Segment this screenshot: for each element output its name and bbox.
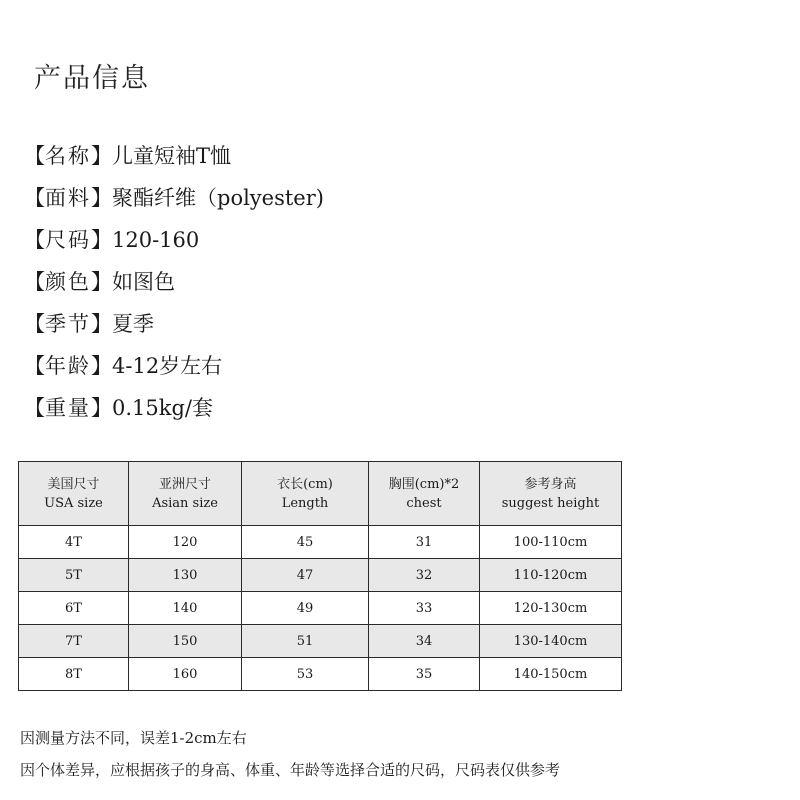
cell-suggest-height: 120-130cm (480, 592, 622, 625)
cell-asian-size: 140 (129, 592, 242, 625)
note-size-reference: 因个体差异，应根据孩子的身高、体重、年龄等选择合适的尺码，尺码表仅供参考 (20, 761, 561, 779)
header-suggest-height (480, 462, 622, 526)
info-row-size (24, 219, 324, 261)
bracket-close: 】 (91, 396, 112, 420)
size-notes (20, 722, 560, 786)
info-key: 季节 (45, 312, 91, 336)
cell-usa-size: 4T (19, 526, 129, 559)
table-row (19, 592, 622, 625)
bracket-close: 】 (91, 312, 112, 336)
cell-length: 51 (242, 625, 369, 658)
info-value: 如图色 (112, 270, 175, 294)
cell-length: 49 (242, 592, 369, 625)
cell-asian-size: 120 (129, 526, 242, 559)
cell-asian-size: 130 (129, 559, 242, 592)
info-key: 重量 (45, 396, 91, 420)
info-value: 聚酯纤维（polyester) (112, 186, 324, 210)
cell-length: 53 (242, 658, 369, 691)
cell-chest: 32 (369, 559, 480, 592)
bracket-close: 】 (91, 270, 112, 294)
header-asian-size (129, 462, 242, 526)
bracket-open: 【 (24, 144, 45, 168)
cell-usa-size: 8T (19, 658, 129, 691)
bracket-open: 【 (24, 270, 45, 294)
cell-length: 47 (242, 559, 369, 592)
cell-chest: 34 (369, 625, 480, 658)
table-row (19, 559, 622, 592)
table-row (19, 658, 622, 691)
bracket-close: 】 (91, 354, 112, 378)
header-line-en: chest (406, 495, 442, 511)
info-row-fabric (24, 177, 324, 219)
cell-chest: 31 (369, 526, 480, 559)
info-key: 年龄 (45, 354, 91, 378)
cell-usa-size: 7T (19, 625, 129, 658)
table-row (19, 526, 622, 559)
header-line-cn: 胸围(cm)*2 (388, 476, 460, 492)
info-key: 面料 (45, 186, 91, 210)
bracket-open: 【 (24, 354, 45, 378)
note-measurement-error: 因测量方法不同，误差1-2cm左右 (20, 729, 247, 747)
bracket-open: 【 (24, 312, 45, 336)
header-line-cn: 美国尺寸 (47, 476, 100, 492)
bracket-open: 【 (24, 228, 45, 252)
page-title: 产品信息 (34, 63, 150, 95)
header-line-cn: 参考身高 (524, 476, 577, 492)
table-header-row (19, 462, 622, 526)
info-key: 颜色 (45, 270, 91, 294)
info-key: 尺码 (45, 228, 91, 252)
cell-length: 45 (242, 526, 369, 559)
header-chest (369, 462, 480, 526)
cell-suggest-height: 100-110cm (480, 526, 622, 559)
info-row-name (24, 135, 324, 177)
cell-asian-size: 160 (129, 658, 242, 691)
size-chart-table (18, 461, 622, 691)
header-usa-size (19, 462, 129, 526)
info-row-weight (24, 387, 324, 429)
cell-usa-size: 6T (19, 592, 129, 625)
info-row-age (24, 345, 324, 387)
info-value: 夏季 (112, 312, 154, 336)
header-line-en: USA size (44, 495, 103, 511)
info-row-season (24, 303, 324, 345)
cell-chest: 33 (369, 592, 480, 625)
cell-asian-size: 150 (129, 625, 242, 658)
cell-suggest-height: 130-140cm (480, 625, 622, 658)
cell-suggest-height: 110-120cm (480, 559, 622, 592)
bracket-close: 】 (91, 228, 112, 252)
header-length (242, 462, 369, 526)
info-value: 0.15kg/套 (112, 396, 214, 420)
table-row (19, 625, 622, 658)
info-value: 120-160 (112, 228, 200, 252)
header-line-en: Length (281, 495, 329, 511)
bracket-close: 】 (91, 186, 112, 210)
header-line-cn: 衣长(cm) (277, 476, 333, 492)
cell-suggest-height: 140-150cm (480, 658, 622, 691)
info-row-color (24, 261, 324, 303)
header-line-en: suggest height (501, 495, 600, 511)
info-key: 名称 (45, 144, 91, 168)
product-info-list (24, 135, 324, 429)
bracket-open: 【 (24, 186, 45, 210)
bracket-close: 】 (91, 144, 112, 168)
cell-chest: 35 (369, 658, 480, 691)
info-value: 4-12岁左右 (112, 354, 223, 378)
header-line-cn: 亚洲尺寸 (158, 476, 211, 492)
bracket-open: 【 (24, 396, 45, 420)
cell-usa-size: 5T (19, 559, 129, 592)
info-value: 儿童短袖T恤 (112, 144, 232, 168)
header-line-en: Asian size (152, 495, 218, 511)
